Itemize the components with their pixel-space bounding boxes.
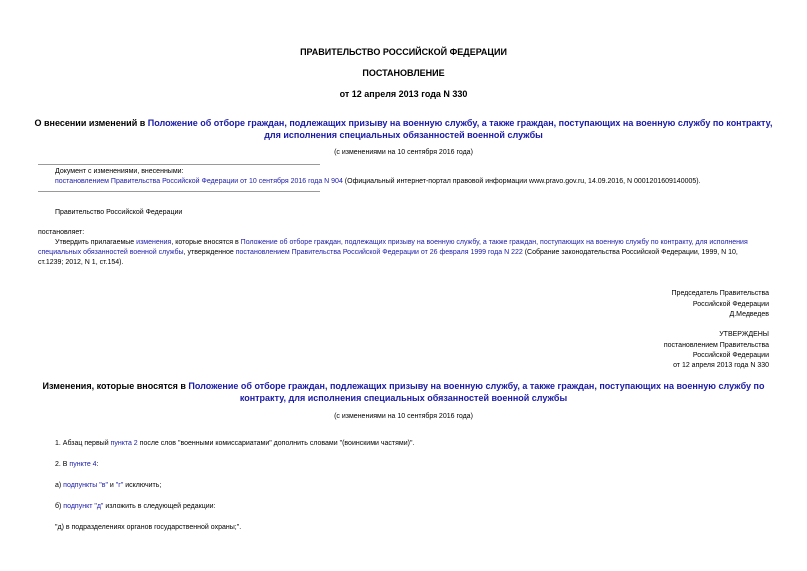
item-a-text-a: а) xyxy=(55,482,64,489)
p1-link-changes[interactable]: изменения xyxy=(136,239,172,246)
item-a-link-v[interactable]: подпункты "в" xyxy=(63,482,108,489)
signature-line-2: Российской Федерации xyxy=(692,301,769,308)
changes-source-rest: (Официальный интернет-портал правовой информации www.pravo.gov.ru, 14.09.2016, N 0001201609140005). xyxy=(342,178,701,185)
approved-line-3: Российской Федерации xyxy=(692,352,769,359)
item-b-text-b: изложить в следующей редакции: xyxy=(103,503,216,510)
divider-top xyxy=(38,164,320,165)
item-2-text-b: : xyxy=(96,461,99,468)
item-1-text-a: 1. Абзац первый xyxy=(55,440,111,447)
paragraph-1-line-3: ст.1239; 2012, N 1, ст.154). xyxy=(38,259,124,266)
paragraph-1-line-1 xyxy=(55,238,748,248)
government-line: Правительство Российской Федерации xyxy=(55,209,183,216)
p1-link-decree-222[interactable]: постановлением Правительства Российской Федерации от 26 февраля 1999 года N 222 xyxy=(235,249,523,256)
item-1-link[interactable]: пункта 2 xyxy=(110,440,138,447)
approved-line-4: от 12 апреля 2013 года N 330 xyxy=(673,362,769,369)
title-prefix: О внесении изменений в xyxy=(34,118,148,128)
changes-source-link[interactable]: постановлением Правительства Российской Федерации от 10 сентября 2016 года N 904 xyxy=(55,178,343,185)
p1-text-d: (Собрание законодательства Российской Федерации, 1999, N 10, xyxy=(522,249,738,256)
paragraph-1-line-2 xyxy=(38,248,738,258)
changes-title-link[interactable]: Положение об отборе граждан, подлежащих призыву на военную службу, а также граждан, поступающих на военную службу по xyxy=(188,381,765,391)
item-a xyxy=(55,481,161,491)
item-2 xyxy=(55,460,99,470)
changes-title-line-1 xyxy=(0,380,807,392)
item-quote: "д) в подразделениях органов государственной охраны;". xyxy=(55,524,242,531)
p1-text-c: , утвержденное xyxy=(183,249,236,256)
divider-bottom xyxy=(38,191,320,192)
item-a-text-b: исключить; xyxy=(123,482,162,489)
changes-edition-note: (с изменениями на 10 сентября 2016 года) xyxy=(334,413,473,420)
changes-source xyxy=(55,177,701,187)
changes-title-line-2[interactable]: контракту, для исполнения специальных обязанностей военной службы xyxy=(239,393,568,403)
changes-label: Документ с изменениями, внесенными: xyxy=(55,168,184,175)
edition-note: (с изменениями на 10 сентября 2016 года) xyxy=(334,149,473,156)
authority-heading: ПРАВИТЕЛЬСТВО РОССИЙСКОЙ ФЕДЕРАЦИИ xyxy=(300,47,507,57)
title-line-1 xyxy=(0,117,807,129)
date-number-heading: от 12 апреля 2013 года N 330 xyxy=(339,89,468,99)
resolves-line: постановляет: xyxy=(38,229,85,236)
signature-name: Д.Медведев xyxy=(729,311,769,318)
title-line-2[interactable]: для исполнения специальных обязанностей военной службы xyxy=(264,130,543,140)
p1-link-regulation-cont[interactable]: специальных обязанностей военной службы xyxy=(38,249,184,256)
item-1 xyxy=(55,439,414,449)
p1-link-regulation[interactable]: Положение об отборе граждан, подлежащих призыву на военную службу, а также граждан, поступающих на военную службу по контракту, для исполнения xyxy=(240,239,748,246)
p1-text-b: , которые вносятся в xyxy=(171,239,241,246)
approved-line-1: УТВЕРЖДЕНЫ xyxy=(719,331,769,338)
p1-text-a: Утвердить прилагаемые xyxy=(55,239,137,246)
item-a-link-g[interactable]: "г" xyxy=(115,482,124,489)
item-a-text-mid: и xyxy=(107,482,116,489)
item-2-link[interactable]: пункте 4 xyxy=(69,461,97,468)
changes-title-prefix: Изменения, которые вносятся в xyxy=(42,381,189,391)
signature-line-1: Председатель Правительства xyxy=(671,290,769,297)
item-2-text-a: 2. В xyxy=(55,461,70,468)
item-b xyxy=(55,502,215,512)
item-b-link[interactable]: подпункт "д" xyxy=(63,503,104,510)
approved-line-2: постановлением Правительства xyxy=(663,342,769,349)
item-1-text-b: после слов "военными комиссариатами" дополнить словами "(воинскими частями)". xyxy=(137,440,415,447)
doc-type-heading: ПОСТАНОВЛЕНИЕ xyxy=(362,68,445,78)
title-link[interactable]: Положение об отборе граждан, подлежащих призыву на военную службу, а также граждан, поступающих на военную службу по контракту, xyxy=(147,118,773,128)
item-b-text-a: б) xyxy=(55,503,64,510)
